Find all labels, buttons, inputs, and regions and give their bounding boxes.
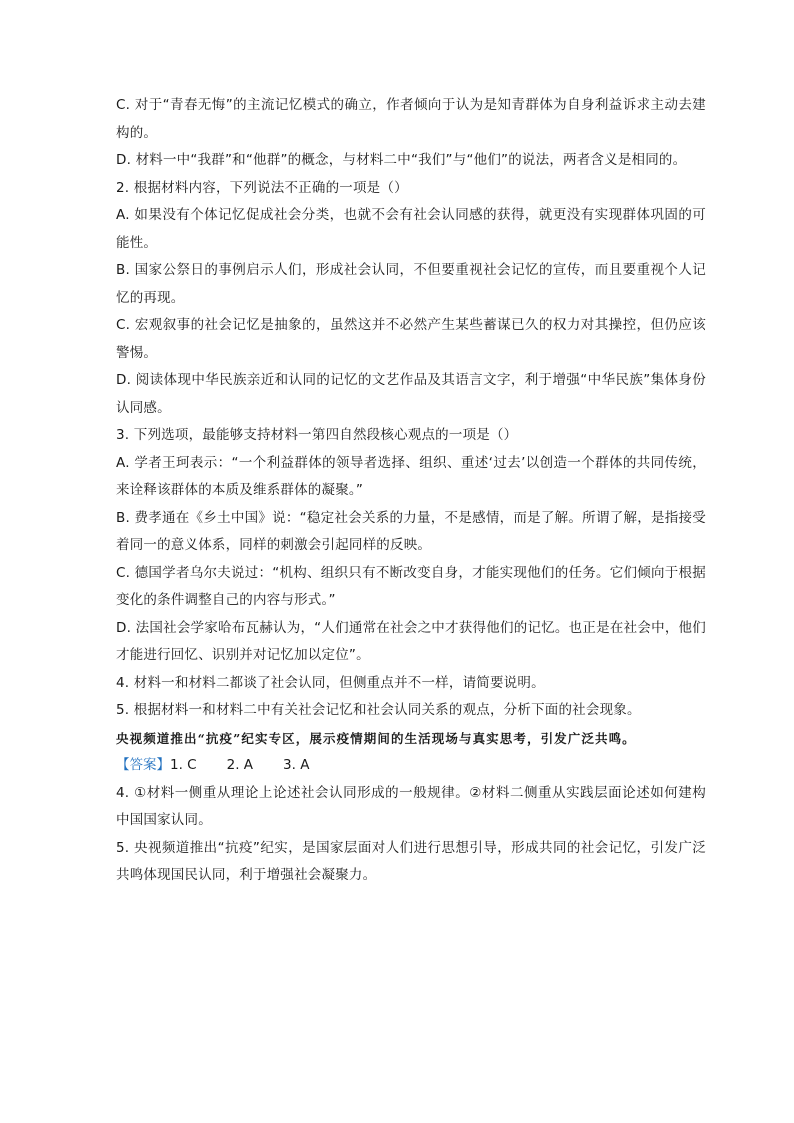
option-c-q3: C. 德国学者乌尔夫说过：“机构、组织只有不断改变自身，才能实现他们的任务。它们倾向于根据变化的条件调整自己的内容与形式。” [116, 564, 706, 608]
option-d-q3: D. 法国社会学家哈布瓦赫认为，“人们通常在社会之中才获得他们的记忆。也正是在社会中，他们才能进行回忆、识别并对记忆加以定位”。 [116, 619, 706, 663]
question-4: 4. 材料一和材料二都谈了社会认同，但侧重点并不一样，请简要说明。 [116, 674, 545, 691]
question-3: 3. 下列选项，最能够支持材料一第四自然段核心观点的一项是（） [116, 427, 518, 443]
answer-5: 5. 央视频道推出“抗疫”纪实，是国家层面对人们进行思想引导，形成共同的社会记忆，引发广泛共鸣体现国民认同，利于增强社会凝聚力。 [116, 839, 706, 883]
option-a-q3: A. 学者王珂表示：“一个利益群体的领导者选择、组织、重述‘过去’以创造一个群体的共同传统，来诠释该群体的本质及维系群体的凝聚。” [116, 454, 706, 498]
question-2: 2. 根据材料内容，下列说法不正确的一项是（） [116, 179, 408, 196]
option-b-q2: B. 国家公祭日的事例启示人们，形成社会认同，不但要重视社会记忆的宣传，而且要重视个人记忆的再现。 [116, 262, 706, 306]
option-b-q3: B. 费孝通在《乡土中国》说：“稳定社会关系的力量，不是感情，而是了解。所谓了解，是指接受着同一的意义体系，同样的刺激会引起同样的反映。 [116, 509, 706, 553]
option-d-q2: D. 阅读体现中华民族亲近和认同的记忆的文艺作品及其语言文字，利于增强“中华民族”集体身份认同感。 [116, 372, 706, 416]
answer-item: 2. A [226, 757, 254, 773]
answer-item: 3. A [283, 757, 310, 773]
answer-4: 4. ①材料一侧重从理论上论述社会认同形成的一般规律。②材料二侧重从实践层面论述如何建构中国国家认同。 [116, 784, 706, 828]
question-5: 5. 根据材料一和材料二中有关社会记忆和社会认同关系的观点，分析下面的社会现象。 [116, 702, 641, 718]
answer-item: 1. C [170, 757, 197, 773]
answer-row [116, 752, 706, 780]
option-a-q2: A. 如果没有个体记忆促成社会分类，也就不会有社会认同感的获得，就更没有实现群体巩固的可能性。 [116, 207, 706, 251]
document-page [116, 92, 706, 890]
answer-label: 【答案】 [116, 757, 170, 773]
option-d-q1: D. 材料一中“我群”和“他群”的概念，与材料二中“我们”与“他们”的说法，两者含义是相同的。 [116, 152, 687, 168]
option-c-q2: C. 宏观叙事的社会记忆是抽象的，虽然这并不必然产生某些蓄谋已久的权力对其操控，但仍应该警惕。 [116, 317, 706, 361]
option-c-q1: C. 对于“青春无悔”的主流记忆模式的确立，作者倾向于认为是知青群体为自身利益诉求主动去建构的。 [116, 97, 706, 141]
special-line: 央视频道推出“抗疫”纪实专区，展示疫情期间的生活现场与真实思考，引发广泛共鸣。 [116, 730, 636, 746]
